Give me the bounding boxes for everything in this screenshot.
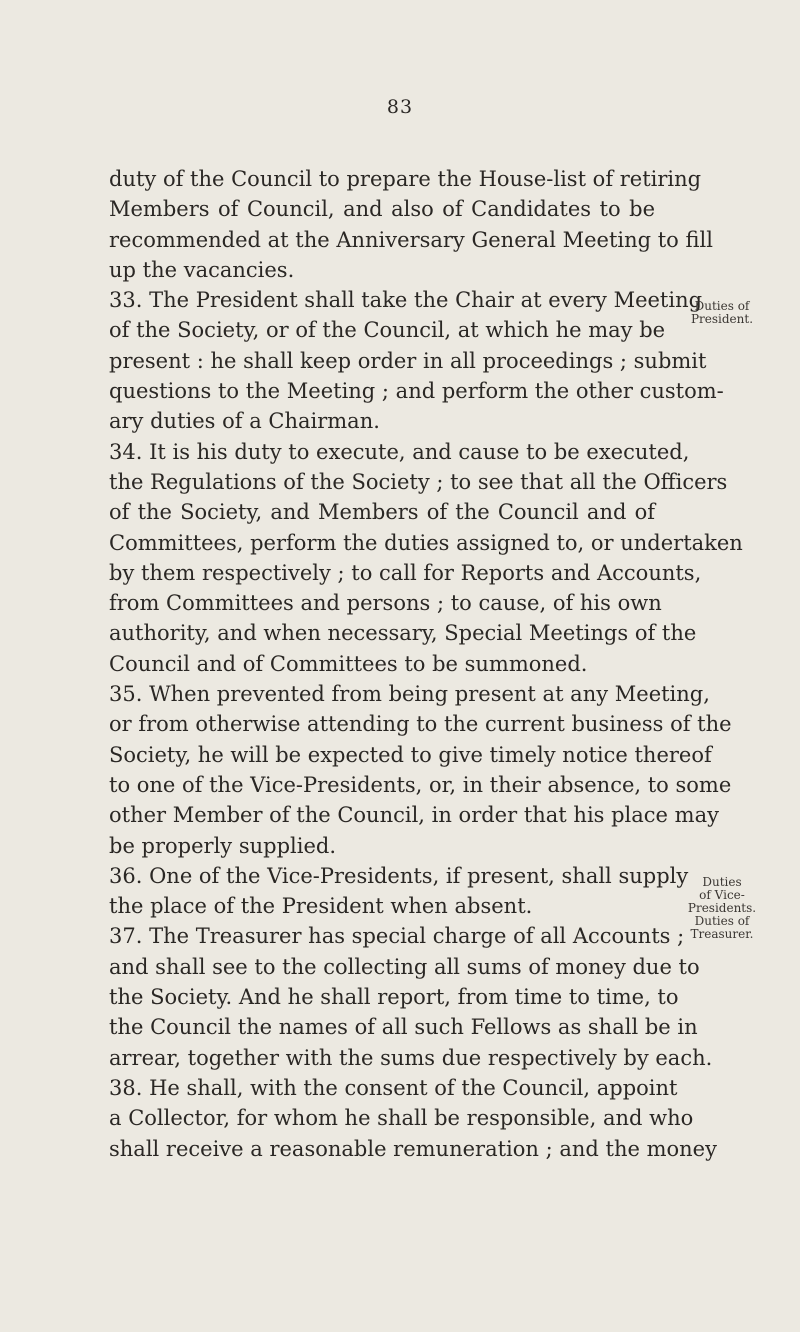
text-line: 35. When prevented from being present at any Meeting, [109,682,710,707]
text-line: duty of the Council to prepare the House-list of retiring [109,167,702,191]
margin-note-duties-of-treasurer [672,915,772,941]
margin-note-text: Duties of [694,299,750,313]
margin-note-text: Duties of [694,914,750,928]
text-line: 37. The Treasurer has special charge of all Accounts ; [109,924,685,949]
text-line: of the Society, or of the Council, at which he may be [109,318,666,343]
text-line: from Committees and persons ; to cause, of his own [109,591,662,616]
text-line: to one of the Vice-Presidents, or, in their absence, to some [109,772,732,797]
margin-note-text: Presidents. [687,901,757,915]
text-line: of the Society, and Members of the Council and of [109,500,655,525]
text-line: the Society. And he shall report, from time to time, to [109,985,679,1010]
text-line: the place of the President when absent. [109,894,533,919]
text-line: 38. He shall, with the consent of the Council, appoint [109,1075,678,1100]
text-line: a Collector, for whom he shall be responsible, and who [109,1106,694,1131]
text-line: by them respectively ; to call for Reports and Accounts, [109,560,702,585]
text-line: Society, he will be expected to give timely notice thereof [109,742,712,767]
margin-note-text: Treasurer. [690,927,754,941]
text-line: Members of Council, and also of Candidates to be [109,197,655,222]
margin-note-text: of Vice- [699,888,745,902]
text-line: 36. One of the Vice-Presidents, if present, shall supply [109,863,689,888]
text-line: questions to the Meeting ; and perform the other custom- [109,379,724,404]
page-number: 83 [386,96,414,118]
margin-note-duties-of-president [672,300,772,326]
text-line: Council and of Committees to be summoned. [109,651,588,676]
text-line: arrear, together with the sums due respectively by each. [109,1045,713,1070]
margin-note-duties-of-vice-presidents [672,876,772,915]
margin-note-text: Duties [702,875,742,889]
text-line: 33. The President shall take the Chair at every Meeting [109,288,703,313]
text-line: the Council the names of all such Fellows as shall be in [109,1015,698,1040]
text-line: 34. It is his duty to execute, and cause to be executed, [109,439,690,464]
text-line: authority, and when necessary, Special Meetings of the [109,621,697,646]
text-line: ary duties of a Chairman. [109,409,380,434]
text-line: Committees, perform the duties assigned to, or undertaken [109,530,743,555]
text-line: other Member of the Council, in order that his place may [109,803,719,828]
text-line: shall receive a reasonable remuneration ; and the money [109,1136,717,1161]
text-line: and shall see to the collecting all sums of money due to [109,954,700,979]
text-line: or from otherwise attending to the current business of the [109,712,732,737]
text-line: recommended at the Anniversary General Meeting to fill [109,227,713,252]
margin-note-text: President. [690,312,754,326]
text-line: the Regulations of the Society ; to see that all the Officers [109,469,728,494]
text-line: up the vacancies. [109,257,295,282]
text-line: be properly supplied. [109,833,337,858]
text-line: present : he shall keep order in all proceedings ; submit [109,348,707,373]
